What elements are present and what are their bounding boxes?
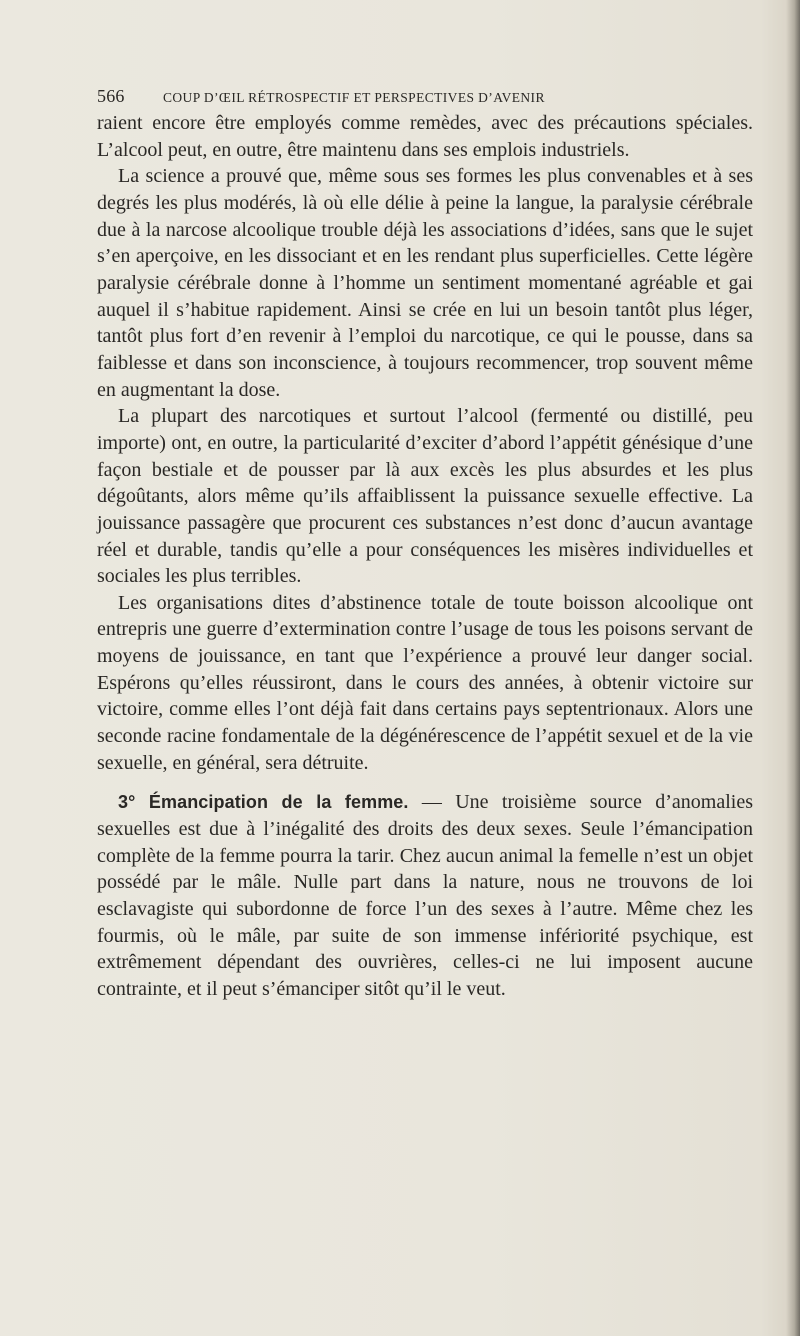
body-text bbox=[97, 110, 753, 1003]
paragraph-narcotics: La plupart des narcotiques et surtout l’alcool (fermenté ou distillé, peu importe) ont, en outre, la particularité d’exciter d’abord l’appétit génésique d’une façon bestiale et de pousser par là aux excès les plus absurdes et les plus dégoûtants, alors même qu’ils affaiblissent la puissance sexuelle effective. La jouissance passagère que procurent ces substances n’est donc d’aucun avantage réel et durable, tandis qu’elle a pour conséquences les misères individuelles et sociales les plus terribles. bbox=[97, 405, 753, 588]
paragraph-science: La science a prouvé que, même sous ses formes les plus convenables et à ses degrés les plus modérés, là où elle délie à peine la langue, la paralysie cérébrale due à la narcose alcoolique trouble déjà les associations d’idées, sans que le sujet s’en aperçoive, en les dissociant et en les rendant plus superficielles. Cette légère paralysie cérébrale donne à l’homme un sentiment momentané agréable et gai auquel il s’habitue rapidement. Ainsi se crée en lui un besoin tantôt plus léger, tantôt plus fort d’en revenir à l’emploi du narcotique, ce qui le pousse, dans sa faiblesse et dans son inconscience, à toujours recommencer, trop souvent même en augmentant la dose. bbox=[97, 165, 753, 401]
page-binding-shadow bbox=[786, 0, 800, 1336]
page-number: 566 bbox=[97, 86, 125, 106]
paragraph-abstinence: Les organisations dites d’abstinence totale de toute boisson alcoolique ont entrepris une guerre d’extermination contre l’usage de tous les poisons servant de moyens de jouissance, en tant que l’expérience a prouvé leur danger social. Espérons qu’elles réussiront, dans le cours des années, à obtenir victoire sur victoire, comme elles l’ont déjà fait dans certains pays septentrionaux. Alors une seconde racine fondamentale de la dégénérescence de l’appétit sexuel et de la vie sexuelle, en général, sera détruite. bbox=[97, 591, 753, 774]
section-emancipation bbox=[97, 789, 753, 1002]
section-text: — Une troisième source d’anomalies sexuelles est due à l’inégalité des droits des deux sexes. Seule l’émancipation complète de la femme pourra la tarir. Chez aucun animal la femelle n’est un objet possédé par le mâle. Nulle part dans la nature, nous ne trouvons de loi esclavagiste qui subordonne de force l’un des sexes à l’autre. Même chez les fourmis, où le mâle, par suite de son immense infériorité psychique, est extrêmement dépendant des ouvrières, celles-ci ne lui imposent aucune contrainte, et il peut s’émanciper sitôt qu’il le veut. bbox=[97, 791, 753, 1000]
section-heading: 3° Émancipation de la femme. bbox=[118, 792, 409, 813]
running-title: COUP D’ŒIL RÉTROSPECTIF ET PERSPECTIVES D’AVENIR bbox=[163, 90, 545, 105]
paragraph-continuation: raient encore être employés comme remèdes, avec des précautions spéciales. L’alcool peut, en outre, être maintenu dans ses emplois industriels. bbox=[97, 112, 753, 161]
